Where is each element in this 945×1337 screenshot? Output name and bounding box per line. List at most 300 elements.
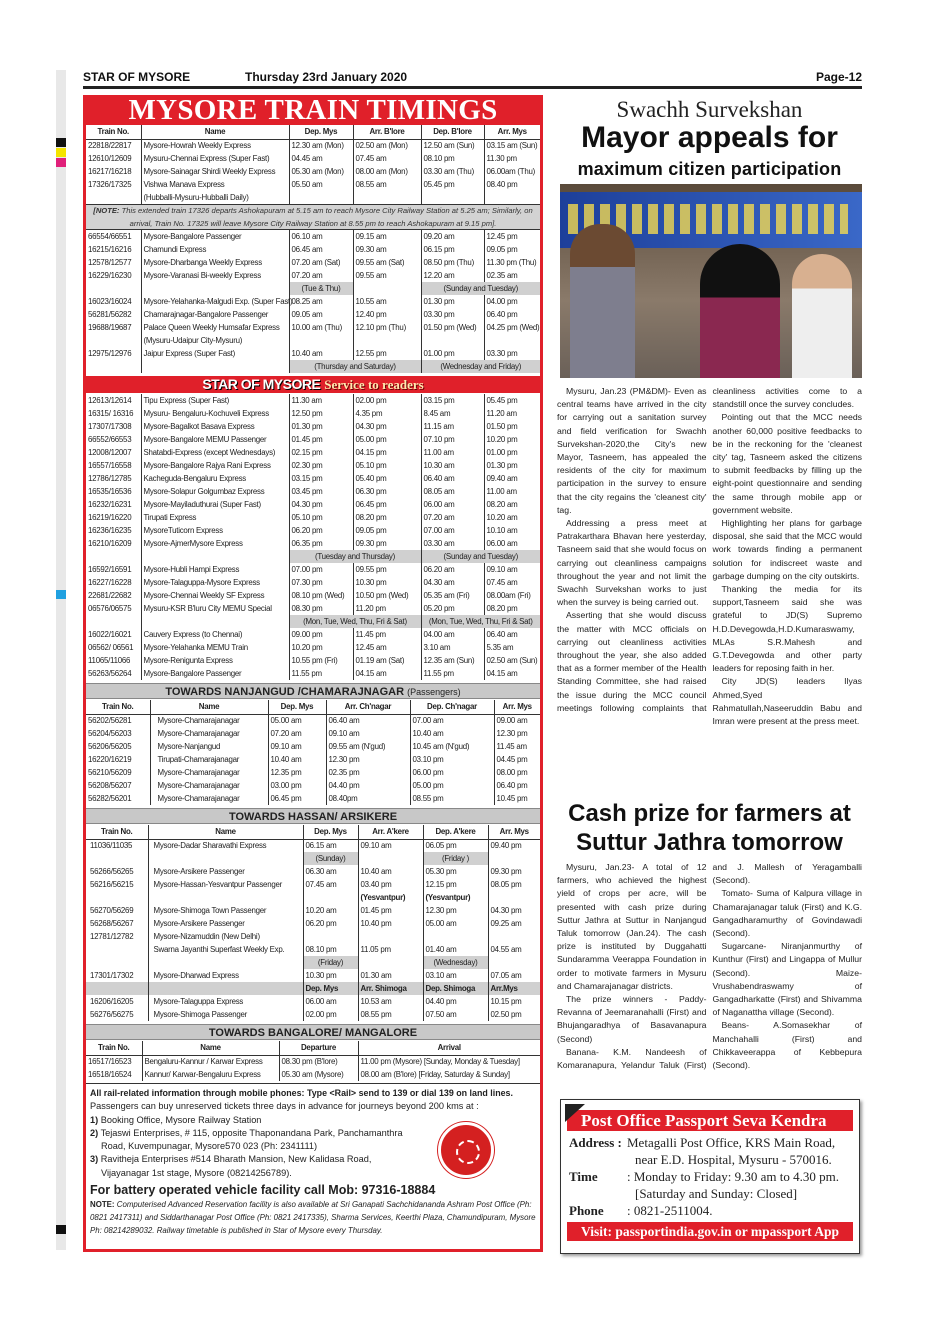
table-cell: 16217/16218 bbox=[88, 167, 132, 176]
address-label: Address : bbox=[569, 1135, 622, 1150]
table-cell bbox=[358, 930, 423, 943]
train-row bbox=[86, 766, 540, 779]
table-cell: 06.40 pm bbox=[484, 308, 540, 321]
table-cell: (Sunday and Tuesday) bbox=[421, 282, 540, 295]
table-cell: 12.45 am bbox=[353, 641, 421, 654]
table-cell: 05.30 pm bbox=[423, 865, 488, 878]
table-cell: 07.45 am bbox=[303, 878, 358, 891]
header-rule bbox=[83, 86, 862, 89]
column-header: Train No. bbox=[86, 700, 150, 714]
table-cell bbox=[353, 282, 421, 295]
table-cell bbox=[488, 891, 540, 904]
train-row bbox=[86, 654, 540, 667]
train-row bbox=[86, 334, 540, 347]
train-row bbox=[86, 321, 540, 334]
table-cell: (Hubballi-Mysuru-Hubballi Daily) bbox=[141, 191, 289, 204]
table-cell: 12.40 pm bbox=[353, 308, 421, 321]
paragraph: Banana- K.M. Nandeesh of Komaranapura, Yelandur Taluk (First) and J. Mallesh of Yeragamballi (Second). bbox=[557, 862, 862, 1071]
table-cell: 06.30 pm bbox=[353, 485, 421, 498]
table-cell: 01.30 pm bbox=[289, 420, 353, 433]
table-cell: 12613/12614 bbox=[88, 396, 132, 405]
train-row bbox=[86, 714, 540, 727]
table-cell: Mysore-Bagalkot Basava Express bbox=[141, 420, 289, 433]
table-cell bbox=[86, 360, 141, 373]
table-cell bbox=[86, 550, 141, 563]
train-row bbox=[86, 394, 540, 407]
table-cell: (Yesvantpur) bbox=[358, 891, 423, 904]
table-cell: 08.50 pm (Thu) bbox=[421, 256, 484, 269]
train-row bbox=[86, 243, 540, 256]
table-cell bbox=[86, 615, 141, 628]
column-header-row bbox=[86, 125, 540, 139]
table-cell bbox=[488, 852, 540, 865]
registration-mark bbox=[56, 148, 66, 157]
table-cell: 10.10 am bbox=[484, 524, 540, 537]
table-cell: 07.45 am bbox=[484, 576, 540, 589]
table-cell: 05.00 pm bbox=[410, 779, 494, 792]
paragraph: The prize winners - Paddy- Revanna of Jeemaranahalli (First) and Bhujangaradhya of Basavanapura (Second) bbox=[557, 994, 707, 1044]
table-cell: 16517/16523 bbox=[88, 1057, 132, 1067]
table-cell: 06.40 am bbox=[484, 628, 540, 641]
table-cell: 11.30 pm bbox=[484, 152, 540, 165]
table-cell bbox=[358, 956, 423, 969]
table-cell: 08.25 am bbox=[289, 295, 353, 308]
table-cell: 16535/16536 bbox=[88, 487, 132, 496]
column-header: Name bbox=[148, 825, 303, 839]
photo-person bbox=[570, 224, 635, 378]
table-cell: 22818/22817 bbox=[88, 141, 132, 151]
table-cell: 03.30 pm bbox=[421, 308, 484, 321]
table-cell: Mysore-Shimoga Town Passenger bbox=[148, 904, 303, 917]
table-cell: 12578/12577 bbox=[88, 258, 132, 267]
service-banner bbox=[83, 376, 543, 393]
table-cell: 10.30 am bbox=[421, 459, 484, 472]
table-cell: 08.05 pm bbox=[488, 878, 540, 891]
table-cell: (Sunday and Tuesday) bbox=[421, 550, 540, 563]
table-cell: 07.45 am bbox=[353, 152, 421, 165]
table-cell: 06.40 am bbox=[326, 714, 410, 727]
item-number: 3) bbox=[90, 1154, 99, 1165]
table-cell: 8.45 am bbox=[421, 407, 484, 420]
table-cell: 11.00 am bbox=[484, 485, 540, 498]
column-header: Train No. bbox=[86, 1041, 142, 1055]
table-cell: 01.00 pm bbox=[421, 347, 484, 360]
registration-mark bbox=[56, 138, 66, 147]
battery-vehicle-notice: For battery operated vehicle facility call Mob: 97316-18884 bbox=[90, 1183, 436, 1198]
table-cell: (Wednesday and Friday) bbox=[421, 360, 540, 373]
table-cell: 12.30 pm bbox=[494, 727, 540, 740]
table-cell: 08.55 pm bbox=[410, 792, 494, 805]
table-cell bbox=[86, 191, 141, 204]
table-cell: Mysore-Chamarajanagar bbox=[150, 779, 268, 792]
table-cell: 09.40 am bbox=[484, 472, 540, 485]
table-cell: 19688/19687 bbox=[88, 323, 132, 332]
table-cell bbox=[86, 334, 141, 347]
table-cell: 09.00 am bbox=[494, 714, 540, 727]
photo-person bbox=[792, 254, 852, 378]
table-cell: 11.30 am bbox=[289, 394, 353, 407]
paragraph: Beans- A.Somasekhar of Manchahalli (First) and Chikkaveerappa of Kebbepura (Second). bbox=[712, 1020, 862, 1071]
table-cell: 07.30 pm bbox=[289, 576, 353, 589]
paragraph: Thanking the media for its support,Tasneem said she was grateful to JD(S) Supremo H.D.Devegowda,H.D.Kumaraswamy, MLAs S.R.Mahesh and G.T.Devegowda and other party leaders for reposing faith in her. bbox=[712, 584, 862, 674]
table-cell: 56270/56269 bbox=[90, 906, 134, 915]
registration-mark bbox=[56, 1225, 66, 1234]
article-headline: Mayor appeals for bbox=[581, 121, 838, 154]
table-cell: Mysore-Sainagar Shirdi Weekly Express bbox=[141, 165, 289, 178]
passport-visit-link[interactable]: Visit: passportindia.gov.in or mpassport App bbox=[567, 1222, 853, 1241]
table-cell: Mysore-Dadar Sharavathi Express bbox=[148, 839, 303, 852]
column-header: Dep. Ch'nagar bbox=[410, 700, 494, 714]
table-cell: Mysore-Arsikere Passenger bbox=[148, 917, 303, 930]
table-cell: 09.55 am (N'gud) bbox=[326, 740, 410, 753]
table-cell: 08.10 pm bbox=[303, 943, 358, 956]
table-cell: Cauvery Express (to Chennai) bbox=[141, 628, 289, 641]
table-cell: 10.30 pm bbox=[303, 969, 358, 982]
table-cell: 12.30 am (Mon) bbox=[289, 139, 353, 152]
item-text-cont: Vijayanagar 1st stage, Mysore (08214256789). bbox=[101, 1167, 292, 1178]
table-cell: 16022/16021 bbox=[88, 630, 132, 639]
table-cell: 09.55 am (Sat) bbox=[353, 256, 421, 269]
table-cell: 08.30 pm bbox=[289, 602, 353, 615]
train-timings-box bbox=[83, 95, 543, 1252]
table-cell: 56268/56267 bbox=[90, 919, 134, 928]
table-cell: 56276/56275 bbox=[90, 1010, 134, 1019]
table-cell: 12.45 pm bbox=[484, 230, 540, 243]
train-row bbox=[86, 753, 540, 766]
service-brand: STAR OF MYSORE bbox=[202, 376, 321, 392]
table-cell: 06.15 pm bbox=[421, 243, 484, 256]
table-cell: 08.00 am (Mon) bbox=[353, 165, 421, 178]
table-cell: 10.20 am bbox=[484, 511, 540, 524]
column-header: Name bbox=[150, 700, 268, 714]
paragraph: Asserting that she would discuss the matter with MCC officials on carrying out cleanliness activities throughout the year, she also added that as a former member of the Health Standing Committee, she had raised the issue during the MCC council meetings following complaints that cleanliness activities come to a standstill once the survey concludes. bbox=[557, 386, 862, 713]
train-timings-title: MYSORE TRAIN TIMINGS bbox=[83, 95, 543, 125]
train-row bbox=[86, 563, 540, 576]
table-cell: 03.15 pm bbox=[289, 472, 353, 485]
train-row bbox=[86, 498, 540, 511]
train-row bbox=[86, 230, 540, 243]
table-cell: 05.30 am (Mon) bbox=[289, 165, 353, 178]
page-header bbox=[83, 70, 862, 86]
column-header: Arr. Mys bbox=[484, 125, 540, 139]
table-cell: 07.00 pm bbox=[289, 563, 353, 576]
table-cell: 01.30 am bbox=[358, 969, 423, 982]
train-row bbox=[86, 178, 540, 191]
table-cell: 06.45 pm bbox=[268, 792, 326, 805]
table-cell bbox=[353, 191, 421, 204]
table-cell: 56282/56201 bbox=[88, 794, 132, 803]
train-row bbox=[86, 420, 540, 433]
table-cell: 5.35 am bbox=[484, 641, 540, 654]
train-row bbox=[86, 865, 540, 878]
table-cell: 03.40 pm bbox=[358, 878, 423, 891]
train-row bbox=[86, 641, 540, 654]
press-meet-photo bbox=[560, 184, 862, 378]
table-cell: 08.20 pm bbox=[484, 602, 540, 615]
table-cell: 08.30 pm (B'lore) bbox=[279, 1055, 358, 1068]
table-cell bbox=[484, 334, 540, 347]
table-cell: 05.00 pm bbox=[353, 433, 421, 446]
table-cell: 12.20 am bbox=[421, 269, 484, 282]
table-cell: 03.15 am (Sun) bbox=[484, 139, 540, 152]
table-cell: 12.15 pm bbox=[423, 878, 488, 891]
table-cell bbox=[86, 852, 148, 865]
item-text: Booking Office, Mysore Railway Station bbox=[100, 1114, 262, 1125]
table-cell: 01.45 pm bbox=[289, 433, 353, 446]
table-cell: 12.30 pm bbox=[326, 753, 410, 766]
table-cell: Mysore-Varanasi Bi-weekly Express bbox=[141, 269, 289, 282]
table-cell: Chamarajnagar-Bangalore Passenger bbox=[141, 308, 289, 321]
table-cell: Dep. Mys bbox=[303, 982, 358, 995]
column-header: Name bbox=[141, 125, 289, 139]
nanjangud-table bbox=[86, 700, 540, 805]
table-cell: 12610/12609 bbox=[88, 154, 132, 163]
train-row bbox=[86, 524, 540, 537]
table-cell bbox=[423, 930, 488, 943]
table-cell: (Wednesday) bbox=[423, 956, 488, 969]
table-cell: 66552/66553 bbox=[88, 435, 132, 444]
table-cell: 09.10 am bbox=[326, 727, 410, 740]
table-cell: Bengaluru-Kannur / Karwar Express bbox=[142, 1055, 279, 1068]
day-note-row bbox=[86, 891, 540, 904]
photo-person bbox=[700, 244, 780, 378]
table-cell: 11.20 pm bbox=[353, 602, 421, 615]
table-cell bbox=[148, 956, 303, 969]
table-cell: 06.20 pm bbox=[289, 524, 353, 537]
article-subhead: maximum citizen participation bbox=[577, 159, 842, 179]
table-cell bbox=[141, 550, 289, 563]
table-cell bbox=[86, 282, 141, 295]
table-cell: 02.15 pm bbox=[289, 446, 353, 459]
table-cell: 07.20 am bbox=[421, 511, 484, 524]
train-row bbox=[86, 792, 540, 805]
table-cell: Mysore-Nanjangud bbox=[150, 740, 268, 753]
table-cell: 09.05 pm bbox=[353, 524, 421, 537]
table-cell: 01.40 am bbox=[423, 943, 488, 956]
table-cell: Jaipur Express (Super Fast) bbox=[141, 347, 289, 360]
paragraph: Mysuru, Jan.23 (PM&DM)- Even as central teams have arrived in the city for carrying out a sanitation survey and field verification for Swachh Survekshan-2020,the City's new Mayor, Tasneem, has appealed the residents of the city for maximum participation in the survey to ensure that the city regains the 'cleanest city' tag. bbox=[557, 386, 707, 515]
train-row bbox=[86, 139, 540, 152]
table-cell: 10.40 am bbox=[410, 727, 494, 740]
table-cell: 08.55 am bbox=[353, 178, 421, 191]
table-cell: 06.20 pm bbox=[303, 917, 358, 930]
day-note-row bbox=[86, 282, 540, 295]
column-header: Train No. bbox=[86, 125, 141, 139]
table-cell: 11.05 pm bbox=[358, 943, 423, 956]
note-label: NOTE: bbox=[90, 1200, 115, 1210]
column-header: Train No. bbox=[86, 825, 148, 839]
paragraph: Tomato- Suma of Kalpura village in Chamarajanagar taluk (First) and K.G. Gangadharamurthy of Govindawadi (Second). bbox=[712, 888, 862, 939]
day-note-row bbox=[86, 852, 540, 865]
table-cell: 05.10 pm bbox=[289, 511, 353, 524]
passport-seva-box bbox=[560, 1099, 860, 1254]
table-cell: 04.25 pm (Wed) bbox=[484, 321, 540, 334]
train-row bbox=[86, 602, 540, 615]
table-cell: 09.30 pm bbox=[488, 865, 540, 878]
table-cell: 04.40 pm bbox=[326, 779, 410, 792]
table-cell: 04.15 pm bbox=[353, 446, 421, 459]
farmers-article-body bbox=[557, 861, 862, 1072]
table-cell: 04.45 am bbox=[289, 152, 353, 165]
train-row bbox=[86, 727, 540, 740]
table-cell: 16220/16219 bbox=[88, 755, 132, 764]
table-cell bbox=[148, 982, 303, 995]
train-row bbox=[86, 472, 540, 485]
column-header: Dep. A'kere bbox=[423, 825, 488, 839]
table-cell: 05.30 am (Mysore) bbox=[279, 1068, 358, 1081]
table-cell: 01.19 am (Sat) bbox=[353, 654, 421, 667]
column-header: Arrival bbox=[358, 1041, 540, 1055]
table-cell: Mysuru-KSR B'luru City MEMU Special bbox=[141, 602, 289, 615]
table-cell: Mysore-Hubli Hampi Express bbox=[141, 563, 289, 576]
table-cell: 06576/06575 bbox=[88, 604, 132, 613]
table-cell: 09.55 am bbox=[353, 269, 421, 282]
time-line: : Monday to Friday: 9.30 am to 4.30 pm. bbox=[627, 1169, 839, 1184]
table-cell: Arr.Mys bbox=[488, 982, 540, 995]
train-row bbox=[86, 152, 540, 165]
column-header: Departure bbox=[279, 1041, 358, 1055]
table-cell: 11036/11035 bbox=[90, 841, 133, 851]
note-label: [NOTE: bbox=[93, 206, 120, 215]
table-cell bbox=[488, 956, 540, 969]
paragraph: Addressing a press meet at Patrakarthara Bhavan here yesterday, Tasneem said that she would focus on carrying out cleanliness campaigns throughout the year and not limit the Swachh Survekshan works to just when the survey is being carried out. bbox=[557, 518, 707, 608]
table-cell: 01.30 pm bbox=[421, 295, 484, 308]
table-cell: 11.15 am bbox=[421, 420, 484, 433]
table-cell bbox=[148, 852, 303, 865]
table-cell: 09.05 am bbox=[289, 308, 353, 321]
note-text: Computerised Advanced Reservation facility is also available at Sri Ganapati Sachchidananda Ashram Post Office (Ph: 0821 2417311) and Siddarthanagar Post Office (Ph: 0821 2417335), Sharma Services, Keerthi Plaza, Chamundipuram, Mysore Ph: 08214289032. Railway timetable is published in Star of Mysore every Thursday. bbox=[90, 1200, 536, 1236]
column-header: Arr. Mys bbox=[488, 825, 540, 839]
table-cell: 07.20 am bbox=[289, 269, 353, 282]
table-cell bbox=[488, 930, 540, 943]
table-cell: 06.40 am bbox=[421, 472, 484, 485]
table-cell: 06562/ 06561 bbox=[88, 643, 134, 652]
table-cell bbox=[86, 982, 148, 995]
train-row bbox=[86, 589, 540, 602]
column-header: Dep. Mys bbox=[303, 825, 358, 839]
table-cell: 12.50 pm bbox=[289, 407, 353, 420]
table-cell: 12.55 pm bbox=[353, 347, 421, 360]
table-cell: Mysore-Chamarajanagar bbox=[150, 766, 268, 779]
table-cell: 03.00 pm bbox=[268, 779, 326, 792]
table-cell: Mysore-Chamarajanagar bbox=[150, 727, 268, 740]
section-title: TOWARDS NANJANGUD /CHAMARAJNAGAR bbox=[165, 686, 405, 698]
table-cell: 09.40 pm bbox=[488, 839, 540, 852]
table-cell: 06.35 pm bbox=[289, 537, 353, 550]
table-cell: 04.30 pm bbox=[488, 904, 540, 917]
table-cell: 12975/12976 bbox=[88, 349, 132, 358]
table-cell: 08.20 pm bbox=[353, 511, 421, 524]
table-cell: Mysore-AjmerMysore Express bbox=[141, 537, 289, 550]
train-note bbox=[86, 204, 540, 230]
table-cell: 09.00 pm bbox=[289, 628, 353, 641]
table-cell: 04.00 am bbox=[421, 628, 484, 641]
issue-date: Thursday 23rd January 2020 bbox=[245, 70, 408, 84]
train-row bbox=[86, 576, 540, 589]
table-cell bbox=[421, 191, 484, 204]
table-cell: Mysore-Bangalore Passenger bbox=[141, 230, 289, 243]
table-cell: Mysore-Dharwad Express bbox=[148, 969, 303, 982]
paragraph: Sugarcane- Niranjanmurthy of Kunthur (First) and Lingappa of Mullur (Second). Maize- Vrushabendraswamy of Gangadharkatte (First) and Shivamma of Naganattha village (Second). bbox=[712, 941, 862, 1018]
table-cell: 02.50 pm bbox=[488, 1008, 540, 1021]
table-cell: 22681/22682 bbox=[88, 591, 132, 600]
table-cell: 01.50 pm bbox=[484, 420, 540, 433]
day-note-row bbox=[86, 615, 540, 628]
column-header: Dep. B'lore bbox=[421, 125, 484, 139]
table-cell: 06.10 am bbox=[289, 230, 353, 243]
table-cell: Tipu Express (Super Fast) bbox=[141, 394, 289, 407]
train-row bbox=[86, 943, 540, 956]
table-cell: 07.05 am bbox=[488, 969, 540, 982]
table-cell: 12.35 am (Sun) bbox=[421, 654, 484, 667]
table-cell: 11.45 pm bbox=[353, 628, 421, 641]
table-cell: 10.00 am (Thu) bbox=[289, 321, 353, 334]
train-row bbox=[86, 667, 540, 680]
info-line: Passengers can buy unreserved tickets three days in advance for journeys beyond 200 kms at : bbox=[90, 1101, 479, 1112]
table-cell: 04.15 am bbox=[484, 667, 540, 680]
table-cell: Mysore-Chamarajanagar bbox=[150, 792, 268, 805]
table-cell bbox=[303, 891, 358, 904]
table-cell: 04.00 pm bbox=[484, 295, 540, 308]
train-table-b bbox=[86, 230, 540, 373]
table-cell: (Mon, Tue, Wed, Thu, Fri & Sat) bbox=[289, 615, 421, 628]
table-cell: 03.10 am bbox=[423, 969, 488, 982]
table-cell: 06.15 am bbox=[303, 839, 358, 852]
table-cell bbox=[289, 334, 353, 347]
registration-strip bbox=[56, 70, 66, 1250]
column-header: Arr. A'kere bbox=[358, 825, 423, 839]
table-cell: 16210/16209 bbox=[88, 539, 132, 548]
table-cell: (Tue & Thu) bbox=[289, 282, 353, 295]
table-cell: Kannur/ Karwar-Bengaluru Express bbox=[142, 1068, 279, 1081]
train-row bbox=[86, 537, 540, 550]
service-tag: Service to readers bbox=[324, 377, 424, 392]
table-cell: (Mon, Tue, Wed, Thu, Fri & Sat) bbox=[421, 615, 540, 628]
table-cell bbox=[148, 891, 303, 904]
table-cell: 56210/56209 bbox=[88, 768, 132, 777]
table-cell: 11.00 am bbox=[421, 446, 484, 459]
table-cell: 01.50 pm (Wed) bbox=[421, 321, 484, 334]
table-cell: 10.20 pm bbox=[484, 433, 540, 446]
table-cell: 06.00 am bbox=[421, 498, 484, 511]
item-number: 1) bbox=[90, 1114, 99, 1125]
table-cell: 12.50 am (Sun) bbox=[421, 139, 484, 152]
table-cell: (Friday) bbox=[303, 956, 358, 969]
table-cell: 16232/16231 bbox=[88, 500, 132, 509]
table-cell: Swarna Jayanthi Superfast Weekly Exp. bbox=[148, 943, 303, 956]
table-cell: 16227/16228 bbox=[88, 578, 132, 587]
table-cell: 09.15 am bbox=[353, 230, 421, 243]
table-cell: 07.00 am bbox=[421, 524, 484, 537]
table-cell: 08.00 am (B'lore) [Friday, Saturday & Sunday] bbox=[358, 1068, 540, 1081]
table-cell: 56204/56203 bbox=[88, 729, 132, 738]
column-header: Dep. Mys bbox=[289, 125, 353, 139]
table-cell: 16236/16235 bbox=[88, 526, 132, 535]
column-header: Arr. Mys bbox=[494, 700, 540, 714]
table-cell: 01.45 pm bbox=[358, 904, 423, 917]
table-cell: 05.40 pm bbox=[353, 472, 421, 485]
rail-info bbox=[86, 1083, 540, 1240]
table-cell: 11065/11066 bbox=[88, 656, 131, 665]
table-cell: 03.10 pm bbox=[410, 753, 494, 766]
table-cell: 56266/56265 bbox=[90, 867, 134, 876]
paragraph: Mysuru, Jan.23- A total of 12 farmers, who achieved the highest yield of crops per acre, will be presented with cash prize during Suttur Jathra at Suttur in Nanjangud Taluk tomorrow (Jan.24). The cash prize is instituted by Duggahatti Sundaramma Veerappa Foundation in order to motivate farmers in Mysuru and Chamarajanagar districts. bbox=[557, 862, 707, 991]
item-text: Tejaswi Enterprises, # 115, opposite Thaponandana Park, Panchamanthra bbox=[100, 1127, 403, 1138]
train-row bbox=[86, 347, 540, 360]
publication-name: STAR OF MYSORE bbox=[83, 70, 191, 84]
table-cell: Kacheguda-Bengaluru Express bbox=[141, 472, 289, 485]
table-cell: (Tuesday and Thursday) bbox=[289, 550, 421, 563]
